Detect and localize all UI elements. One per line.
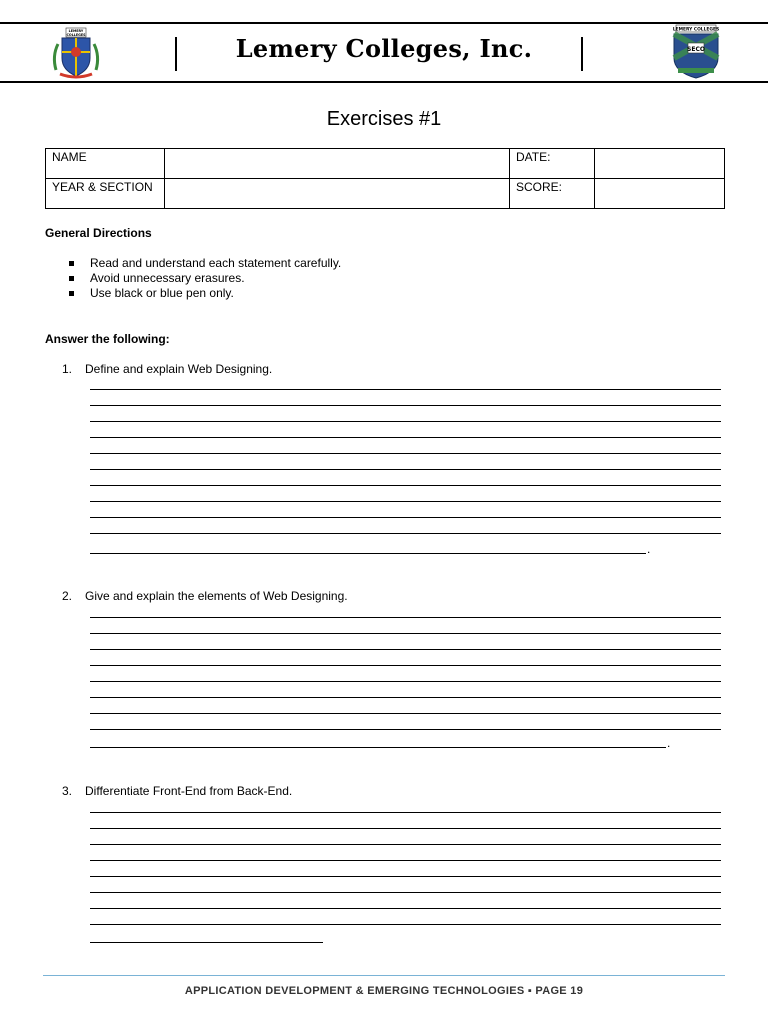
answer-line — [90, 697, 721, 698]
school-name: Lemery Colleges, Inc. — [235, 34, 533, 63]
answer-line — [90, 713, 721, 714]
page-title: Exercises #1 — [326, 108, 442, 130]
answer-line — [90, 421, 721, 422]
question-text: Differentiate Front-End from Back-End. — [85, 784, 293, 798]
answer-line — [90, 469, 721, 470]
question-text: Define and explain Web Designing. — [85, 362, 273, 376]
directions-heading: General Directions — [45, 226, 152, 240]
lemery-colleges-crest-icon — [50, 26, 102, 80]
score-field[interactable] — [595, 179, 725, 209]
answer-line — [90, 649, 721, 650]
end-mark: . — [647, 542, 651, 556]
footer-rule — [43, 975, 725, 976]
answer-line — [90, 844, 721, 845]
answer-line — [90, 665, 721, 666]
header-separator-left — [175, 37, 177, 71]
answer-line — [90, 501, 721, 502]
list-item: Use black or blue pen only. — [45, 286, 341, 301]
question-number: 1. — [62, 362, 73, 376]
answer-line — [90, 729, 721, 730]
answer-line — [90, 533, 721, 534]
answer-line — [90, 389, 721, 390]
name-label: NAME — [46, 149, 165, 179]
answer-line — [90, 860, 721, 861]
answer-line — [90, 437, 721, 438]
list-item: Read and understand each statement carefully. — [45, 256, 341, 271]
end-mark: . — [667, 736, 671, 750]
answer-line — [90, 453, 721, 454]
header-bottom-rule — [0, 81, 768, 83]
answer-line — [90, 812, 721, 813]
answer-line — [90, 942, 323, 943]
left-logo-text-1: LEMERY — [68, 29, 84, 33]
student-info-table — [45, 148, 725, 209]
answer-line — [90, 485, 721, 486]
answer-heading: Answer the following: — [45, 332, 170, 346]
header-top-rule — [0, 22, 768, 24]
date-label: DATE: — [510, 149, 595, 179]
answer-line — [90, 747, 666, 748]
answer-line — [90, 908, 721, 909]
answer-line — [90, 924, 721, 925]
list-item: Avoid unnecessary erasures. — [45, 271, 341, 286]
question-number: 3. — [62, 784, 73, 798]
question-text: Give and explain the elements of Web Designing. — [85, 589, 348, 603]
name-field[interactable] — [165, 149, 510, 179]
question-2 — [62, 589, 348, 603]
table-row — [46, 149, 725, 179]
score-label: SCORE: — [510, 179, 595, 209]
directions-list — [45, 256, 341, 301]
right-logo-badge: SECO — [687, 46, 705, 53]
year-section-field[interactable] — [165, 179, 510, 209]
right-logo-text: LEMERY COLLEGES — [672, 27, 720, 33]
answer-line — [90, 617, 721, 618]
answer-line — [90, 405, 721, 406]
answer-line — [90, 517, 721, 518]
seco-shield-icon — [668, 24, 724, 80]
answer-line — [90, 892, 721, 893]
question-3 — [62, 784, 292, 798]
answer-line — [90, 681, 721, 682]
date-field[interactable] — [595, 149, 725, 179]
year-section-label: YEAR & SECTION — [46, 179, 165, 209]
answer-line — [90, 876, 721, 877]
header-separator-right — [581, 37, 583, 71]
table-row — [46, 179, 725, 209]
page-footer: APPLICATION DEVELOPMENT & EMERGING TECHNOLOGIES ▪ PAGE 19 — [184, 985, 584, 997]
answer-line — [90, 828, 721, 829]
left-logo-text-2: COLLEGES — [66, 33, 86, 37]
question-1 — [62, 362, 272, 376]
question-number: 2. — [62, 589, 73, 603]
answer-line — [90, 553, 646, 554]
answer-line — [90, 633, 721, 634]
